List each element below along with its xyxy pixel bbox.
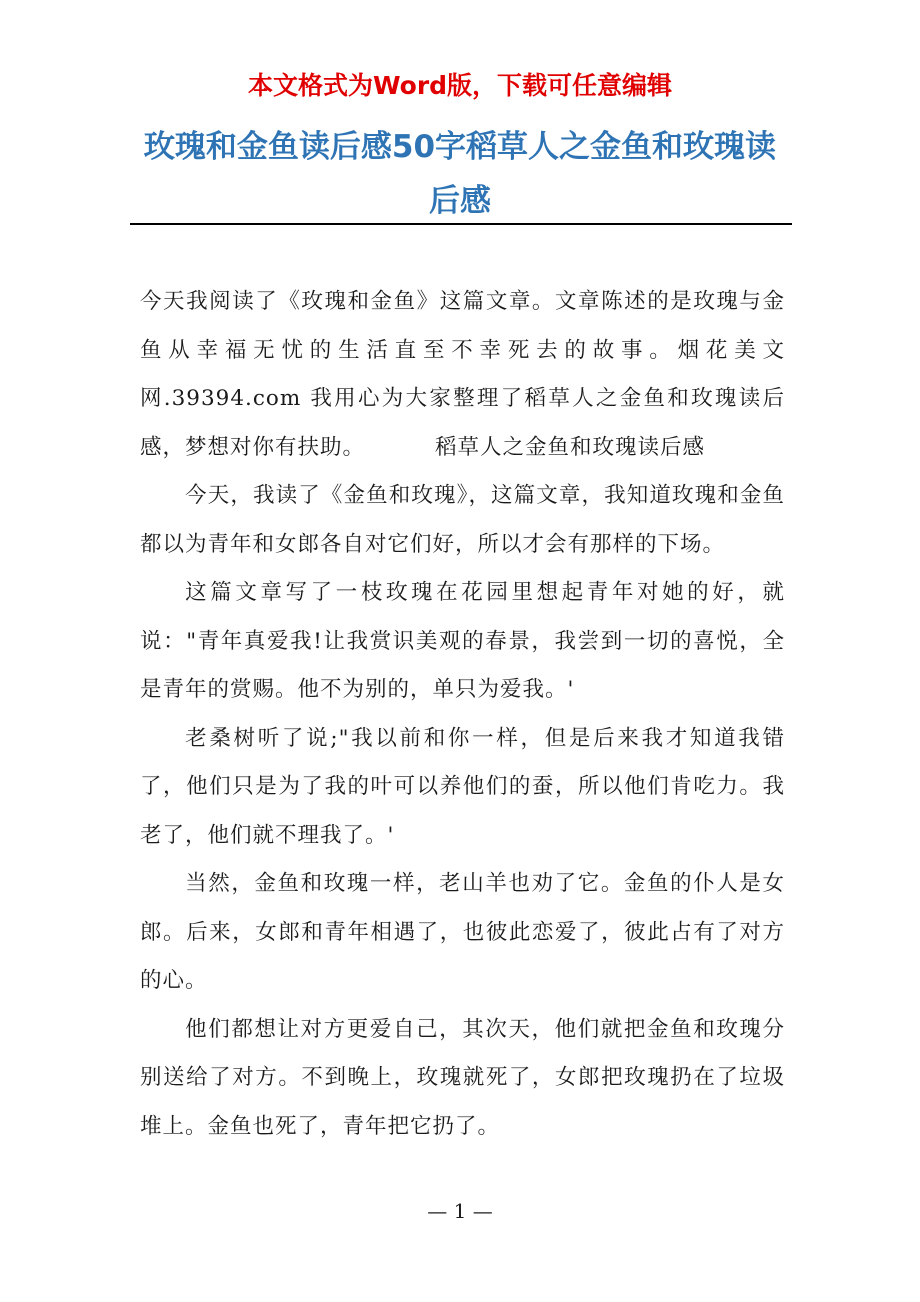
document-title: 玫瑰和金鱼读后感50字稻草人之金鱼和玫瑰读后感 xyxy=(143,129,777,219)
paragraph: 这篇文章写了一枝玫瑰在花园里想起青年对她的好，就说："青年真爱我!让我赏识美观的春景，我尝到一切的喜悦，全是青年的赏赐。他不为别的，单只为爱我。' xyxy=(140,580,785,702)
page-number: — 1 — xyxy=(427,1199,493,1223)
paragraph-intro-text: 今天我阅读了《玫瑰和金鱼》这篇文章。文章陈述的是玫瑰与金鱼从幸福无忧的生活直至不幸死去的故事。烟花美文网.39394.com 我用心为大家整理了稻草人之金鱼和玫瑰读后感，梦想对你有扶助。 xyxy=(140,289,785,460)
download-banner: 本文格式为Word版，下载可任意编辑 xyxy=(247,71,673,100)
paragraph: 老桑树听了说;"我以前和你一样，但是后来我才知道我错了，他们只是为了我的叶可以养他们的蚕，所以他们肯吃力。我老了，他们就不理我了。' xyxy=(140,725,785,848)
paragraph: 他们都想让对方更爱自己，其次天，他们就把金鱼和玫瑰分别送给了对方。不到晚上，玫瑰就死了，女郎把玫瑰扔在了垃圾堆上。金鱼也死了，青年把它扔了。 xyxy=(140,1016,785,1139)
paragraph-intro xyxy=(140,278,785,472)
title-divider xyxy=(130,223,792,225)
document-body xyxy=(140,278,785,1151)
paragraph: 当然，金鱼和玫瑰一样，老山羊也劝了它。金鱼的仆人是女郎。后来，女郎和青年相遇了，也彼此恋爱了，彼此占有了对方的心。 xyxy=(140,871,785,993)
paragraph: 今天，我读了《金鱼和玫瑰》，这篇文章，我知道玫瑰和金鱼都以为青年和女郎各自对它们好，所以才会有那样的下场。 xyxy=(140,483,785,557)
paragraph-intro-subtitle: 稻草人之金鱼和玫瑰读后感 xyxy=(435,434,706,460)
